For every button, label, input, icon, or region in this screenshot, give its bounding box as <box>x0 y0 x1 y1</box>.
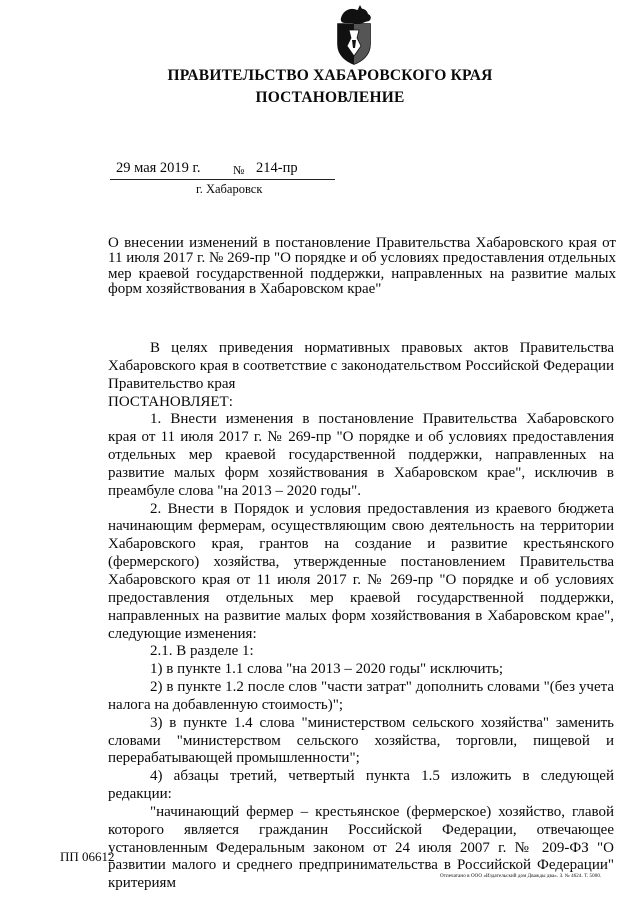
city-name: г. Хабаровск <box>196 182 263 196</box>
document-body <box>108 340 614 893</box>
coat-of-arms-emblem <box>331 4 377 66</box>
document-number: 214-пр <box>256 160 298 176</box>
government-name: ПРАВИТЕЛЬСТВО ХАБАРОВСКОГО КРАЯ <box>167 67 493 84</box>
paragraph-2: 2. Внести в Порядок и условия предоставления из краевого бюджета начинающим фермерам, осуществляющим свою деятельность на территории Хабаровского края, грантов на создание и развитие крестьянского (фермерского) хозяйства, утвержденные постановлением Правительства Хабаровского края от 11 июля 2017 г. № 269-пр "О порядке и об условиях предоставления отдельных мер краевой государственной поддержки, направленных на развитие малых форм хозяйствования в Хабаровском крае", следующие изменения: <box>108 500 614 642</box>
subsection-2-1: 2.1. В разделе 1: <box>150 643 254 660</box>
printer-imprint: Отпечатано в ООО «Издательский дом Дважды два». З. № 4624. Т. 5000. <box>440 874 602 879</box>
document-type: ПОСТАНОВЛЕНИЕ <box>255 89 405 106</box>
document-date: 29 мая 2019 г. <box>116 160 201 176</box>
preamble-paragraph: В целях приведения нормативных правовых актов Правительства Хабаровского края в соответствие с законодательством Российской Федерации Правительство края <box>108 340 614 392</box>
date-underline <box>110 179 335 180</box>
document-code: ПП 06612 <box>60 849 115 864</box>
list-item-3: 3) в пункте 1.4 слова "министерством сельского хозяйства" заменить словами "министерством сельского хозяйства, торговли, пищевой и перерабатывающей промышленности"; <box>108 714 614 767</box>
list-item-1: 1) в пункте 1.1 слова "на 2013 – 2020 годы" исключить; <box>150 661 504 678</box>
paragraph-1: 1. Внести изменения в постановление Правительства Хабаровского края от 11 июля 2017 г. № 269-пр "О порядке и об условиях предоставления отдельных мер краевой государственной поддержки, направленных на развитие малых форм хозяйствования в Хабаровском крае", исключив в преамбуле слова "на 2013 – 2020 годы". <box>108 411 614 499</box>
resolves-heading: ПОСТАНОВЛЯЕТ: <box>108 393 233 410</box>
list-item-2: 2) в пункте 1.2 после слов "части затрат" дополнить словами "(без учета налога на добавленную стоимость)"; <box>108 679 614 713</box>
list-item-4: 4) абзацы третий, четвертый пункта 1.5 изложить в следующей редакции: <box>108 768 614 803</box>
number-sign: № <box>233 163 245 177</box>
document-title: О внесении изменений в постановление Правительства Хабаровского края от 11 июля 2017 г. № 269-пр "О порядке и об условиях предоставления отдельных мер краевой государственной поддержки, направленных на развитие малых форм хозяйствования в Хабаровском крае" <box>108 235 616 297</box>
quoted-definition: "начинающий фермер – крестьянское (фермерское) хозяйство, главой которого является гражданин Российской Федерации, отвечающее установленным Федеральным законом от 24 июля 2007 г. № 209-ФЗ "О развитии малого и среднего предпринимательства в Российской Федерации" критериям <box>108 803 614 892</box>
